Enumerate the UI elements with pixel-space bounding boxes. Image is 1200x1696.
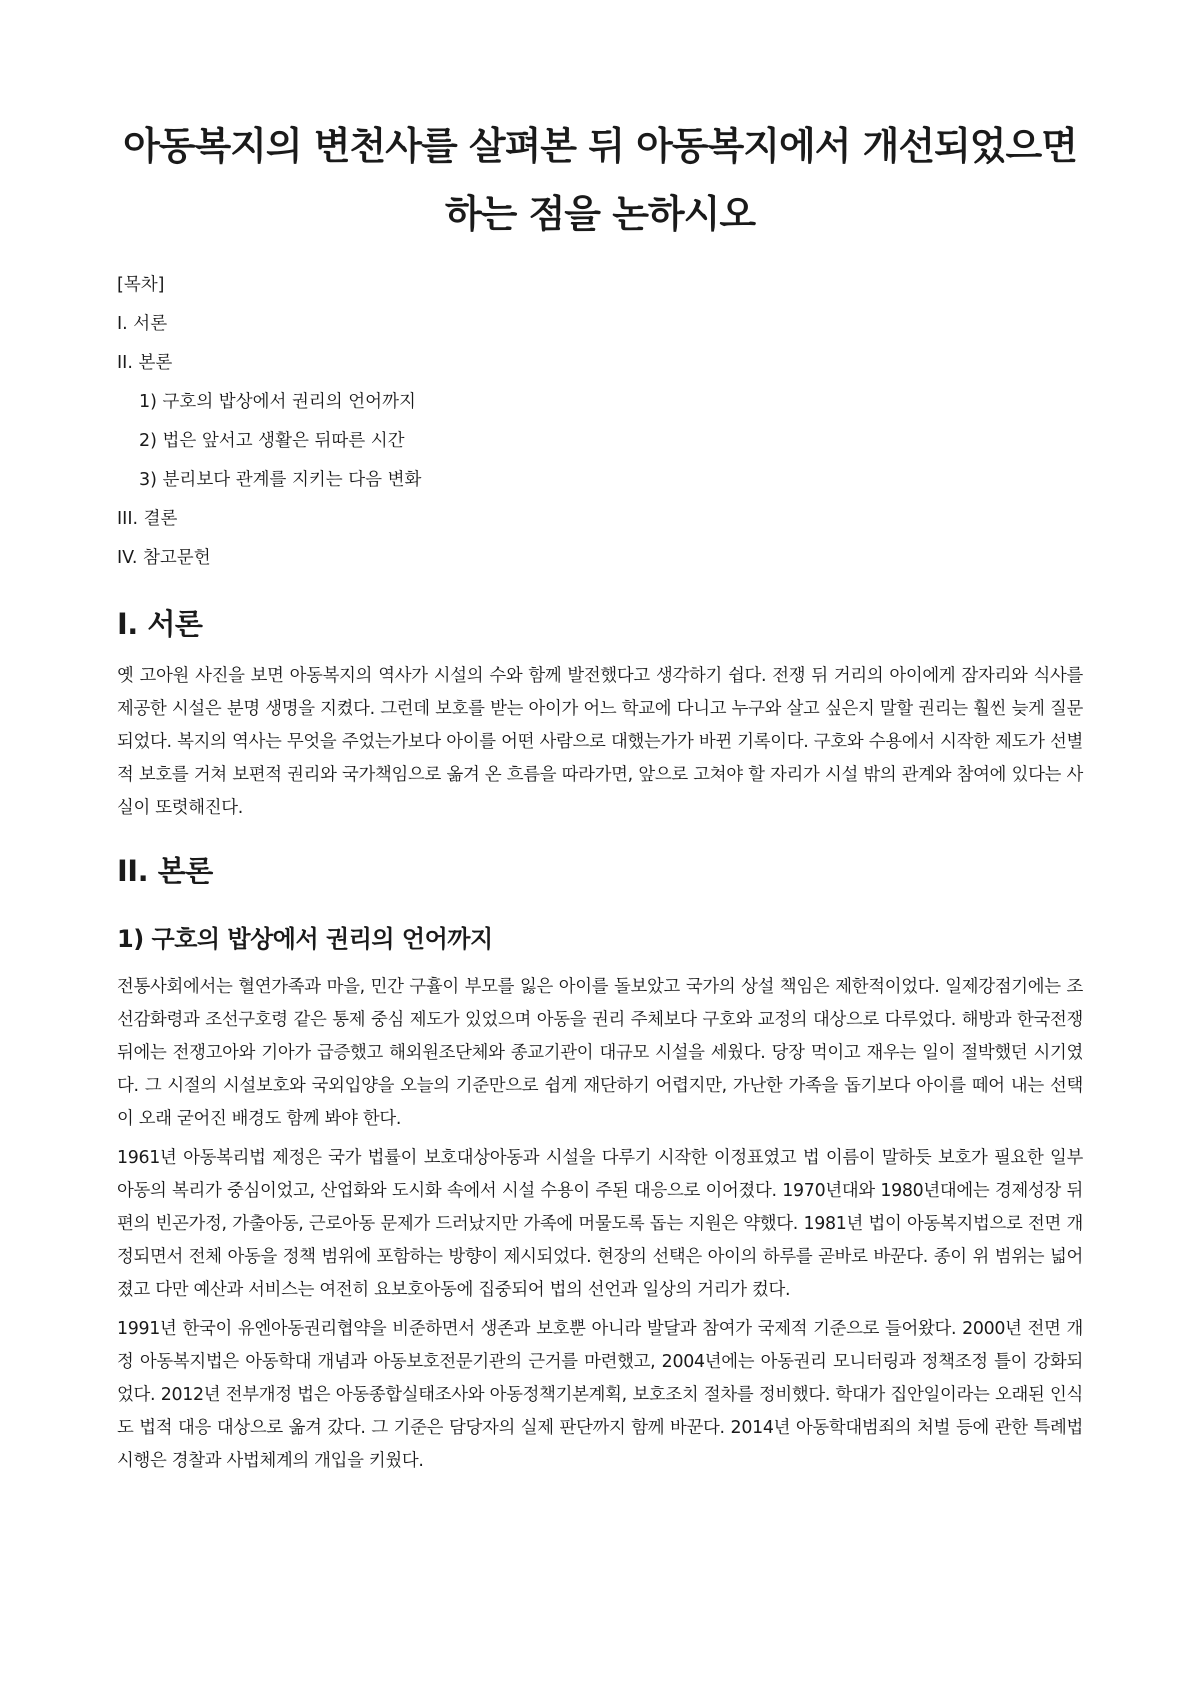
section-heading-intro: I. 서론 <box>117 607 203 641</box>
body-paragraph: 1991년 한국이 유엔아동권리협약을 비준하면서 생존과 보호뿐 아니라 발달과 참여가 국제적 기준으로 들어왔다. 2000년 전면 개정 아동복지법은 아동학대 개념과 아동보호전문기관의 근거를 마련했고, 2004년에는 아동권리 모니터링과 정책조정 틀이 강화되었다. 2012년 전부개정 법은 아동종합실태조사와 아동정책기본계획, 보호조치 절차를 정비했다. 학대가 집안일이라는 오래된 인식도 법적 대응 대상으로 옮겨 갔다. 그 기준은 담당자의 실제 판단까지 함께 바꾼다. 2014년 아동학대범죄의 처벌 등에 관한 특례법 시행은 경찰과 사법체계의 개입을 키웠다. <box>117 1319 1083 1471</box>
toc-item-intro: I. 서론 <box>117 314 168 334</box>
document-title: 아동복지의 변천사를 살펴본 뒤 아동복지에서 개선되었으면 하는 점을 논하시오 <box>123 124 1077 236</box>
toc-item-body-3: 3) 분리보다 관계를 지키는 다음 변화 <box>139 470 422 490</box>
table-of-contents <box>117 266 1083 578</box>
toc-item-body-1: 1) 구호의 밥상에서 권리의 언어까지 <box>139 392 416 412</box>
body-paragraph: 전통사회에서는 혈연가족과 마을, 민간 구휼이 부모를 잃은 아이를 돌보았고 국가의 상설 책임은 제한적이었다. 일제강점기에는 조선감화령과 조선구호령 같은 통제 중심 제도가 있었으며 아동을 권리 주체보다 구호와 교정의 대상으로 다루었다. 해방과 한국전쟁 뒤에는 전쟁고아와 기아가 급증했고 해외원조단체와 종교기관이 대규모 시설을 세웠다. 당장 먹이고 재우는 일이 절박했던 시기였다. 그 시절의 시설보호와 국외입양을 오늘의 기준만으로 쉽게 재단하기 어렵지만, 가난한 가족을 돕기보다 아이를 떼어 내는 선택이 오래 굳어진 배경도 함께 봐야 한다. <box>117 977 1083 1129</box>
subsection-heading-1: 1) 구호의 밥상에서 권리의 언어까지 <box>117 925 493 953</box>
intro-paragraph: 옛 고아원 사진을 보면 아동복지의 역사가 시설의 수와 함께 발전했다고 생각하기 쉽다. 전쟁 뒤 거리의 아이에게 잠자리와 식사를 제공한 시설은 분명 생명을 지켰다. 그런데 보호를 받는 아이가 어느 학교에 다니고 누구와 살고 싶은지 말할 권리는 훨씬 늦게 질문되었다. 복지의 역사는 무엇을 주었는가보다 아이를 어떤 사람으로 대했는가가 바뀐 기록이다. 구호와 수용에서 시작한 제도가 선별적 보호를 거쳐 보편적 권리와 국가책임으로 옮겨 온 흐름을 따라가면, 앞으로 고쳐야 할 자리가 시설 밖의 관계와 참여에 있다는 사실이 또렷해진다. <box>117 666 1084 818</box>
toc-label: [목차] <box>117 275 165 295</box>
body-paragraph: 1961년 아동복리법 제정은 국가 법률이 보호대상아동과 시설을 다루기 시작한 이정표였고 법 이름이 말하듯 보호가 필요한 일부 아동의 복리가 중심이었고, 산업화와 도시화 속에서 시설 수용이 주된 대응으로 이어졌다. 1970년대와 1980년대에는 경제성장 뒤편의 빈곤가정, 가출아동, 근로아동 문제가 드러났지만 가족에 머물도록 돕는 지원은 약했다. 1981년 법이 아동복지법으로 전면 개정되면서 전체 아동을 정책 범위에 포함하는 방향이 제시되었다. 현장의 선택은 아이의 하루를 곧바로 바꾼다. 종이 위 범위는 넓어졌고 다만 예산과 서비스는 여전히 요보호아동에 집중되어 법의 선언과 일상의 거리가 컸다. <box>117 1148 1083 1300</box>
toc-item-body-2: 2) 법은 앞서고 생활은 뒤따른 시간 <box>139 431 405 451</box>
section-heading-body: II. 본론 <box>117 854 213 888</box>
toc-item-references: IV. 참고문헌 <box>117 548 211 568</box>
toc-item-body: II. 본론 <box>117 353 173 373</box>
toc-item-conclusion: III. 결론 <box>117 509 178 529</box>
